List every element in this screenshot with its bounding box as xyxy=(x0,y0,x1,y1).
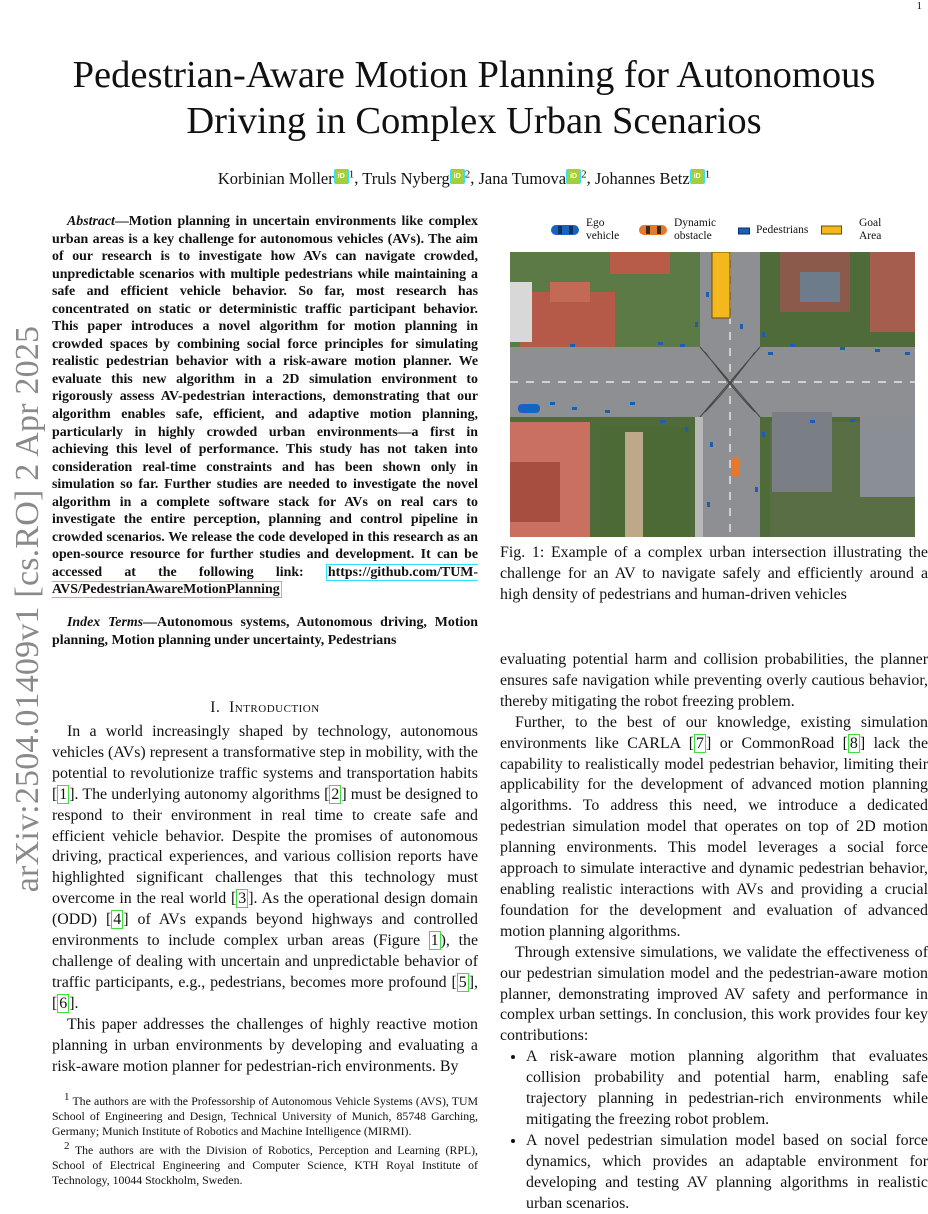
dynamic-obstacle-icon xyxy=(638,223,668,237)
legend-pedestrians xyxy=(738,224,808,237)
legend-obstacle xyxy=(638,217,716,243)
orcid-icon[interactable]: iD xyxy=(334,169,349,184)
legend-ego xyxy=(550,217,619,243)
legend-label: Dynamic xyxy=(674,217,717,229)
citation-link[interactable]: 3 xyxy=(238,890,247,908)
section-number: I. xyxy=(210,699,221,716)
arxiv-identifier: arXiv:2504.01409v1 [cs.RO] 2 Apr 2025 xyxy=(9,325,46,893)
legend-label: Pedestrians xyxy=(756,224,809,236)
citation-link[interactable]: 7 xyxy=(696,734,704,752)
author xyxy=(362,169,470,188)
orcid-icon[interactable]: iD xyxy=(566,169,581,184)
code-link[interactable]: https://github.com/TUM-AVS/PedestrianAwareMotionPlanning xyxy=(52,564,478,598)
index-terms xyxy=(52,614,478,649)
author xyxy=(479,169,587,188)
affiliation-mark: 1 xyxy=(704,168,711,180)
abstract-label: Abstract xyxy=(67,214,115,229)
list-item: • A risk-aware motion planning algorithm that evaluates collision probability and potential harm, enabling safe trajectory planning in pedestrian-rich environments while mitigating the freezing robot problem. xyxy=(526,1047,928,1131)
goal-area xyxy=(712,252,730,318)
citation-link[interactable]: 5 xyxy=(458,973,467,991)
paragraph: Through extensive simulations, we validate the effectiveness of our pedestrian simulation model and the pedestrian-aware motion planner, demonstrating improved AV safety and performance in complex urban settings. In conclusion, this work provides four key contributions: xyxy=(500,943,928,1045)
intro-right-text xyxy=(500,650,928,1214)
ego-vehicle xyxy=(518,404,540,413)
section-title: Introduction xyxy=(229,699,320,716)
author xyxy=(218,169,354,188)
section-heading xyxy=(52,699,478,717)
dynamic-obstacle xyxy=(731,457,740,477)
index-terms-text: —Autonomous systems, Autonomous driving, Motion planning, Motion planning under uncertainty, Pedestrians xyxy=(52,615,478,648)
paragraph: evaluating potential harm and collision probabilities, the planner ensures safe navigation while preventing overly cautious behavior, thereby mitigating the robot freezing problem. xyxy=(500,651,928,710)
list-item: • A novel pedestrian simulation model based on social force dynamics, which provides an adaptable environment for developing and testing AV planning algorithms in realistic urban scenarios. xyxy=(526,1131,928,1214)
paragraph: Further, to the best of our knowledge, existing simulation environments like CARLA [ 7 ] or CommonRoad [ 8 ] lack the capability to realistically model pedestrian behavior, limiting their applicability for the development of advanced motion planning algorithms. To address this need, we introduce a dedicated pedestrian simulation model that operates on top of 2D motion planning environments. This model leverages a social force approach to simulate interactive and dynamic pedestrian behavior, enabling realistic interactions with AVs and providing a crucial foundation for the development and evaluation of advanced motion planning algorithms. xyxy=(500,713,928,940)
legend-label: Area xyxy=(859,230,882,242)
intro-left-text xyxy=(52,722,478,1077)
citation-link[interactable]: 2 xyxy=(331,785,340,803)
author-name: Truls Nyberg xyxy=(362,168,450,188)
orcid-icon[interactable]: iD xyxy=(690,169,705,184)
author-list: Korbinian Moller iD $^1$, Truls Nyberg iD $^2$, Jana Tumova iD $^2$, Johannes Betz iD $^1$ xyxy=(217,168,711,188)
orcid-icon[interactable]: iD xyxy=(450,169,465,184)
intersection-aerial-image xyxy=(510,252,915,537)
author-name: Johannes Betz xyxy=(594,168,690,188)
contributions-list xyxy=(500,1047,928,1214)
legend-goal xyxy=(821,217,881,243)
footnote-mark: 2 xyxy=(64,1139,70,1152)
paragraph: In a world increasingly shaped by technology, autonomous vehicles (AVs) represent a transformative step in mobility, with the potential to revolutionize traffic systems and transportation habits [ 1 ]. The underlying autonomy algorithms [ 2 ] must be designed to respond to their environment in real time to create safe and efficient vehicle behavior. Despite the promises of autonomous driving, practical experiences, and various collision reports have highlighted significant challenges that this technology must overcome in the real world [ 3 ]. As the operational design domain (ODD) [ 4 ] of AVs expands beyond highways and controlled environments to include complex urban areas (Figure 1 ), the challenge of dealing with uncertain and unpredictable behavior of traffic participants, e.g., pedestrians, becomes more profound [ 5 ], [ 6 ]. xyxy=(52,723,479,1012)
footnote xyxy=(52,1139,478,1188)
author-name: Korbinian Moller xyxy=(217,168,334,188)
affiliation-mark: 2 xyxy=(581,168,587,180)
paragraph: This paper addresses the challenges of highly reactive motion planning in urban environments by developing and evaluating a risk-aware motion planner for pedestrian-rich environments. By xyxy=(52,1015,478,1075)
legend-label: vehicle xyxy=(586,230,620,242)
index-terms-label: Index Terms xyxy=(67,615,144,630)
citation-link[interactable]: 6 xyxy=(59,994,68,1012)
citation-link[interactable]: 1 xyxy=(59,785,68,803)
page-number: 1 xyxy=(916,0,922,12)
citation-link[interactable]: 8 xyxy=(849,734,858,752)
figure-caption: Fig. 1: Example of a complex urban intersection illustrating the challenge for an AV to navigate safely and efficiently around a high density of pedestrians and human-driven vehicles xyxy=(500,544,928,603)
footnotes xyxy=(52,1090,478,1188)
affiliation-mark: 1 xyxy=(348,168,355,180)
footnote-text: The authors are with the Professorship of Autonomous Vehicle Systems (AVS), TUM School of Engineering and Design, Technical University of Munich, 85748 Garching, Germany; Munich Institute of Robotics and Machine Intelligence (MIRMI). xyxy=(52,1093,478,1138)
pedestrian-icon xyxy=(738,227,750,235)
paper-title: Pedestrian-Aware Motion Planning for Autonomous Driving in Complex Urban Scenarios xyxy=(72,54,876,142)
goal-area-icon xyxy=(821,225,843,235)
author-name: Jana Tumova xyxy=(478,168,567,188)
footnote-text: The authors are with the Division of Robotics, Perception and Learning (RPL), School of Electrical Engineering and Computer Science, KTH Royal Institute of Technology, 10044 Stockholm, Sweden. xyxy=(52,1142,478,1187)
figure-reference[interactable]: 1 xyxy=(430,932,439,950)
footnote xyxy=(52,1090,478,1139)
abstract xyxy=(52,213,478,599)
citation-link[interactable]: 4 xyxy=(113,911,122,929)
author xyxy=(595,169,710,188)
legend-label: Goal xyxy=(859,217,882,229)
abstract-text: —Motion planning in uncertain environments like complex urban areas is a key challenge for autonomous vehicles (AVs). The aim of our research is to investigate how AVs can navigate crowded, unpredictable scenarios with multiple pedestrians while maintaining a safe and efficient vehicle behavior. So far, most research has concentrated on static or deterministic traffic participant behavior. This paper introduces a novel algorithm for motion planning in crowded spaces by combining social force principles for simulating realistic pedestrian behavior with a risk-aware motion planner. We evaluate this new algorithm in a 2D simulation environment to rigorously assess AV-pedestrian interactions, demonstrating that our algorithm enables safe, efficient, and adaptive motion planning, particularly in highly crowded urban environments—a first in achieving this level of performance. This study has not taken into consideration real-time constraints and has been shown only in simulation so far. Further studies are needed to investigate the novel algorithm in a complete software stack for AVs on real cars to investigate the entire perception, planning and control pipeline in crowded scenarios. We release the code developed in this research as an open-source resource for further studies and development. It can be accessed at the following link: xyxy=(52,214,478,580)
legend-label: Ego xyxy=(586,217,605,229)
affiliation-mark: 2 xyxy=(464,168,471,180)
footnote-mark: 1 xyxy=(64,1091,70,1103)
figure-legend xyxy=(548,215,918,245)
legend-label: obstacle xyxy=(674,230,712,242)
ego-vehicle-icon xyxy=(550,223,580,237)
